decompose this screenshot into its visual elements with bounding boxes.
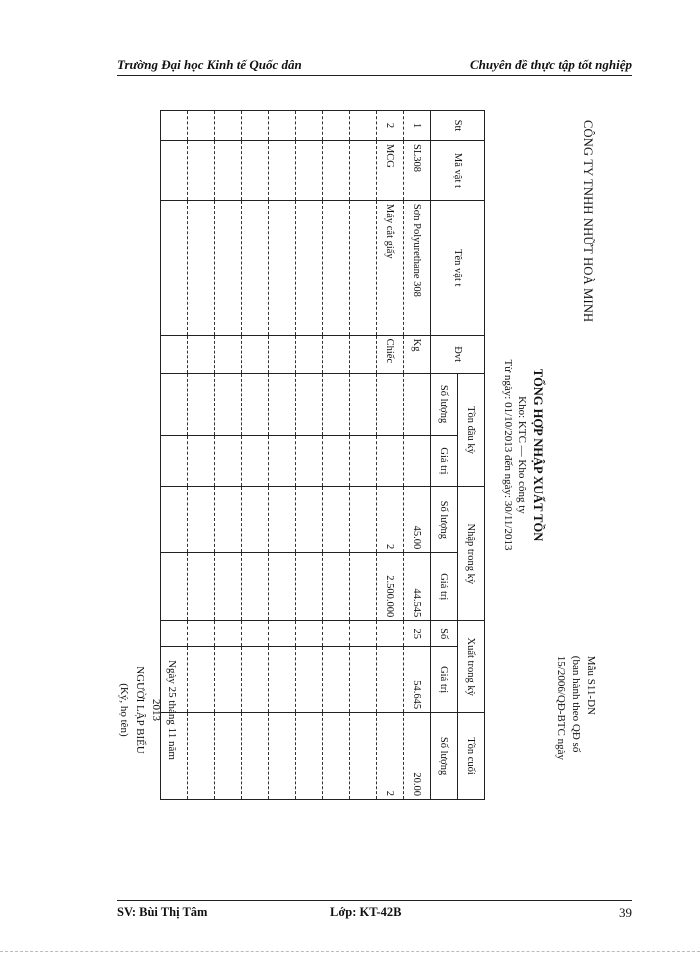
cell-open-qty <box>161 373 188 435</box>
cell-open-qty <box>404 373 431 435</box>
cell-stt <box>350 111 377 141</box>
cell-unit <box>215 335 242 373</box>
form-line: (ban hành theo QĐ số <box>570 655 582 753</box>
cell-open-val <box>377 435 404 487</box>
sub-qty-short: Số <box>431 621 458 647</box>
cell-in-qty: 45.00 <box>404 487 431 553</box>
col-code: Mã vật t <box>431 140 485 200</box>
table-row <box>350 111 377 800</box>
cell-open-val <box>188 435 215 487</box>
cell-code: SL308 <box>404 140 431 200</box>
cell-in-qty <box>323 487 350 553</box>
footer-class: Lớp: KT-42B <box>330 905 402 919</box>
cell-code <box>323 140 350 200</box>
cell-close-qty: 2 <box>377 713 404 800</box>
cell-name <box>161 200 188 335</box>
cell-open-val <box>269 435 296 487</box>
cell-out-qty <box>242 621 269 647</box>
cell-out-val <box>269 647 296 713</box>
cell-close-qty <box>269 713 296 800</box>
sub-value: Giá trị <box>431 553 458 621</box>
cell-code: MCG <box>377 140 404 200</box>
cell-out-val <box>350 647 377 713</box>
cell-stt: 1 <box>404 111 431 141</box>
cell-open-val <box>404 435 431 487</box>
page-header <box>117 55 632 76</box>
cell-open-val <box>242 435 269 487</box>
cell-code <box>350 140 377 200</box>
form-line: 15/2006/QĐ-BTC ngày <box>555 655 567 760</box>
cell-in-val <box>323 553 350 621</box>
cell-in-val <box>296 553 323 621</box>
cell-stt <box>242 111 269 141</box>
cell-in-val <box>269 553 296 621</box>
table-row <box>188 111 215 800</box>
cell-out-qty: 25 <box>404 621 431 647</box>
inventory-table <box>160 110 485 800</box>
cell-out-qty <box>350 621 377 647</box>
cell-out-val <box>296 647 323 713</box>
cell-close-qty <box>350 713 377 800</box>
cell-code <box>242 140 269 200</box>
cell-in-val <box>161 553 188 621</box>
bottom-divider <box>0 951 700 952</box>
cell-out-val <box>188 647 215 713</box>
cell-in-val <box>188 553 215 621</box>
cell-unit <box>161 335 188 373</box>
cell-unit: Chiếc <box>377 335 404 373</box>
cell-out-val <box>323 647 350 713</box>
cell-in-val <box>215 553 242 621</box>
cell-name <box>296 200 323 335</box>
cell-close-qty <box>215 713 242 800</box>
cell-name <box>188 200 215 335</box>
cell-open-qty <box>377 373 404 435</box>
rotated-report <box>60 110 600 800</box>
cell-in-qty <box>215 487 242 553</box>
cell-in-qty <box>188 487 215 553</box>
cell-name <box>323 200 350 335</box>
cell-close-qty <box>323 713 350 800</box>
signature-block <box>116 630 180 790</box>
sign-note: (Ký, họ tên) <box>118 683 130 737</box>
table-body <box>161 111 431 800</box>
sign-date: Ngày 25 tháng 11 năm <box>166 660 178 760</box>
cell-in-val <box>350 553 377 621</box>
cell-in-qty <box>161 487 188 553</box>
cell-out-val <box>377 647 404 713</box>
cell-name <box>242 200 269 335</box>
cell-out-val: 54.645 <box>404 647 431 713</box>
footer-student: SV: Bùi Thị Tâm <box>117 905 208 919</box>
warehouse-label: Kho: KTC — Kho công ty <box>516 396 528 514</box>
cell-code <box>188 140 215 200</box>
cell-in-val: 2.500.000 <box>377 553 404 621</box>
cell-open-qty <box>296 373 323 435</box>
table-row <box>377 111 404 800</box>
table-row <box>404 111 431 800</box>
sub-qty: Số lượng <box>431 373 458 435</box>
cell-stt <box>161 111 188 141</box>
cell-name: Sơn Polyurethane 308 <box>404 200 431 335</box>
form-reference <box>553 656 598 760</box>
cell-close-qty: 20.00 <box>404 713 431 800</box>
cell-open-qty <box>215 373 242 435</box>
sub-qty: Số lượng <box>431 713 458 800</box>
cell-out-qty <box>269 621 296 647</box>
cell-in-qty <box>269 487 296 553</box>
col-name: Tên vật t <box>431 200 485 335</box>
cell-out-val <box>215 647 242 713</box>
table-row <box>242 111 269 800</box>
cell-open-qty <box>269 373 296 435</box>
cell-out-qty <box>215 621 242 647</box>
cell-in-qty <box>242 487 269 553</box>
date-range: Từ ngày: 01/10/2013 đến ngày: 30/11/2013 <box>502 359 514 551</box>
cell-stt <box>215 111 242 141</box>
report-title: TỔNG HỢP NHẬP XUẤT TỒN <box>531 368 545 542</box>
cell-open-qty <box>242 373 269 435</box>
cell-name: Máy cắt giấy <box>377 200 404 335</box>
form-line: Mẫu S11-DN <box>585 655 597 715</box>
col-unit: Đvt <box>431 335 485 373</box>
cell-unit: Kg <box>404 335 431 373</box>
cell-unit <box>296 335 323 373</box>
cell-open-qty <box>323 373 350 435</box>
cell-code <box>161 140 188 200</box>
cell-stt <box>188 111 215 141</box>
cell-name <box>215 200 242 335</box>
cell-open-val <box>323 435 350 487</box>
cell-open-qty <box>350 373 377 435</box>
cell-open-val <box>296 435 323 487</box>
cell-stt: 2 <box>377 111 404 141</box>
cell-in-val: 44.545 <box>404 553 431 621</box>
table-row <box>269 111 296 800</box>
col-in: Nhập trong kỳ <box>458 487 485 621</box>
cell-code <box>215 140 242 200</box>
table-row <box>215 111 242 800</box>
col-opening: Tồn đầu kỳ <box>458 373 485 487</box>
cell-unit <box>242 335 269 373</box>
cell-open-qty <box>188 373 215 435</box>
report-sheet <box>60 110 600 800</box>
cell-out-qty <box>296 621 323 647</box>
cell-stt <box>296 111 323 141</box>
cell-unit <box>323 335 350 373</box>
col-closing: Tồn cuối <box>458 713 485 800</box>
cell-code <box>269 140 296 200</box>
col-out: Xuất trong kỳ <box>458 621 485 713</box>
cell-open-val <box>161 435 188 487</box>
cell-out-val <box>242 647 269 713</box>
cell-close-qty <box>296 713 323 800</box>
cell-close-qty <box>188 713 215 800</box>
sub-qty: Số lượng <box>431 487 458 553</box>
cell-in-qty <box>350 487 377 553</box>
cell-stt <box>269 111 296 141</box>
cell-open-val <box>350 435 377 487</box>
cell-unit <box>350 335 377 373</box>
cell-unit <box>269 335 296 373</box>
sub-value: Giá trị <box>431 435 458 487</box>
cell-out-qty <box>377 621 404 647</box>
col-stt: Stt <box>431 111 485 141</box>
header-school: Trường Đại học Kinh tế Quốc dân <box>117 57 302 72</box>
sign-role: NGƯỜI LẬP BIỂU <box>134 666 146 754</box>
page-footer <box>117 900 632 921</box>
cell-stt <box>323 111 350 141</box>
table-row <box>296 111 323 800</box>
cell-unit <box>188 335 215 373</box>
cell-open-val <box>215 435 242 487</box>
cell-name <box>269 200 296 335</box>
cell-out-qty <box>188 621 215 647</box>
cell-name <box>350 200 377 335</box>
page-number: 39 <box>619 905 632 920</box>
cell-in-qty: 2 <box>377 487 404 553</box>
cell-in-val <box>242 553 269 621</box>
cell-out-qty <box>323 621 350 647</box>
header-topic: Chuyên đề thực tập tốt nghiệp <box>470 57 632 72</box>
table-row <box>323 111 350 800</box>
cell-close-qty <box>242 713 269 800</box>
company-name: CÔNG TY TNHH NHỮT HOÀ MINH <box>581 120 595 323</box>
cell-code <box>296 140 323 200</box>
sign-year: 2013 <box>150 699 162 721</box>
sub-value: Giá trị <box>431 647 458 713</box>
cell-in-qty <box>296 487 323 553</box>
